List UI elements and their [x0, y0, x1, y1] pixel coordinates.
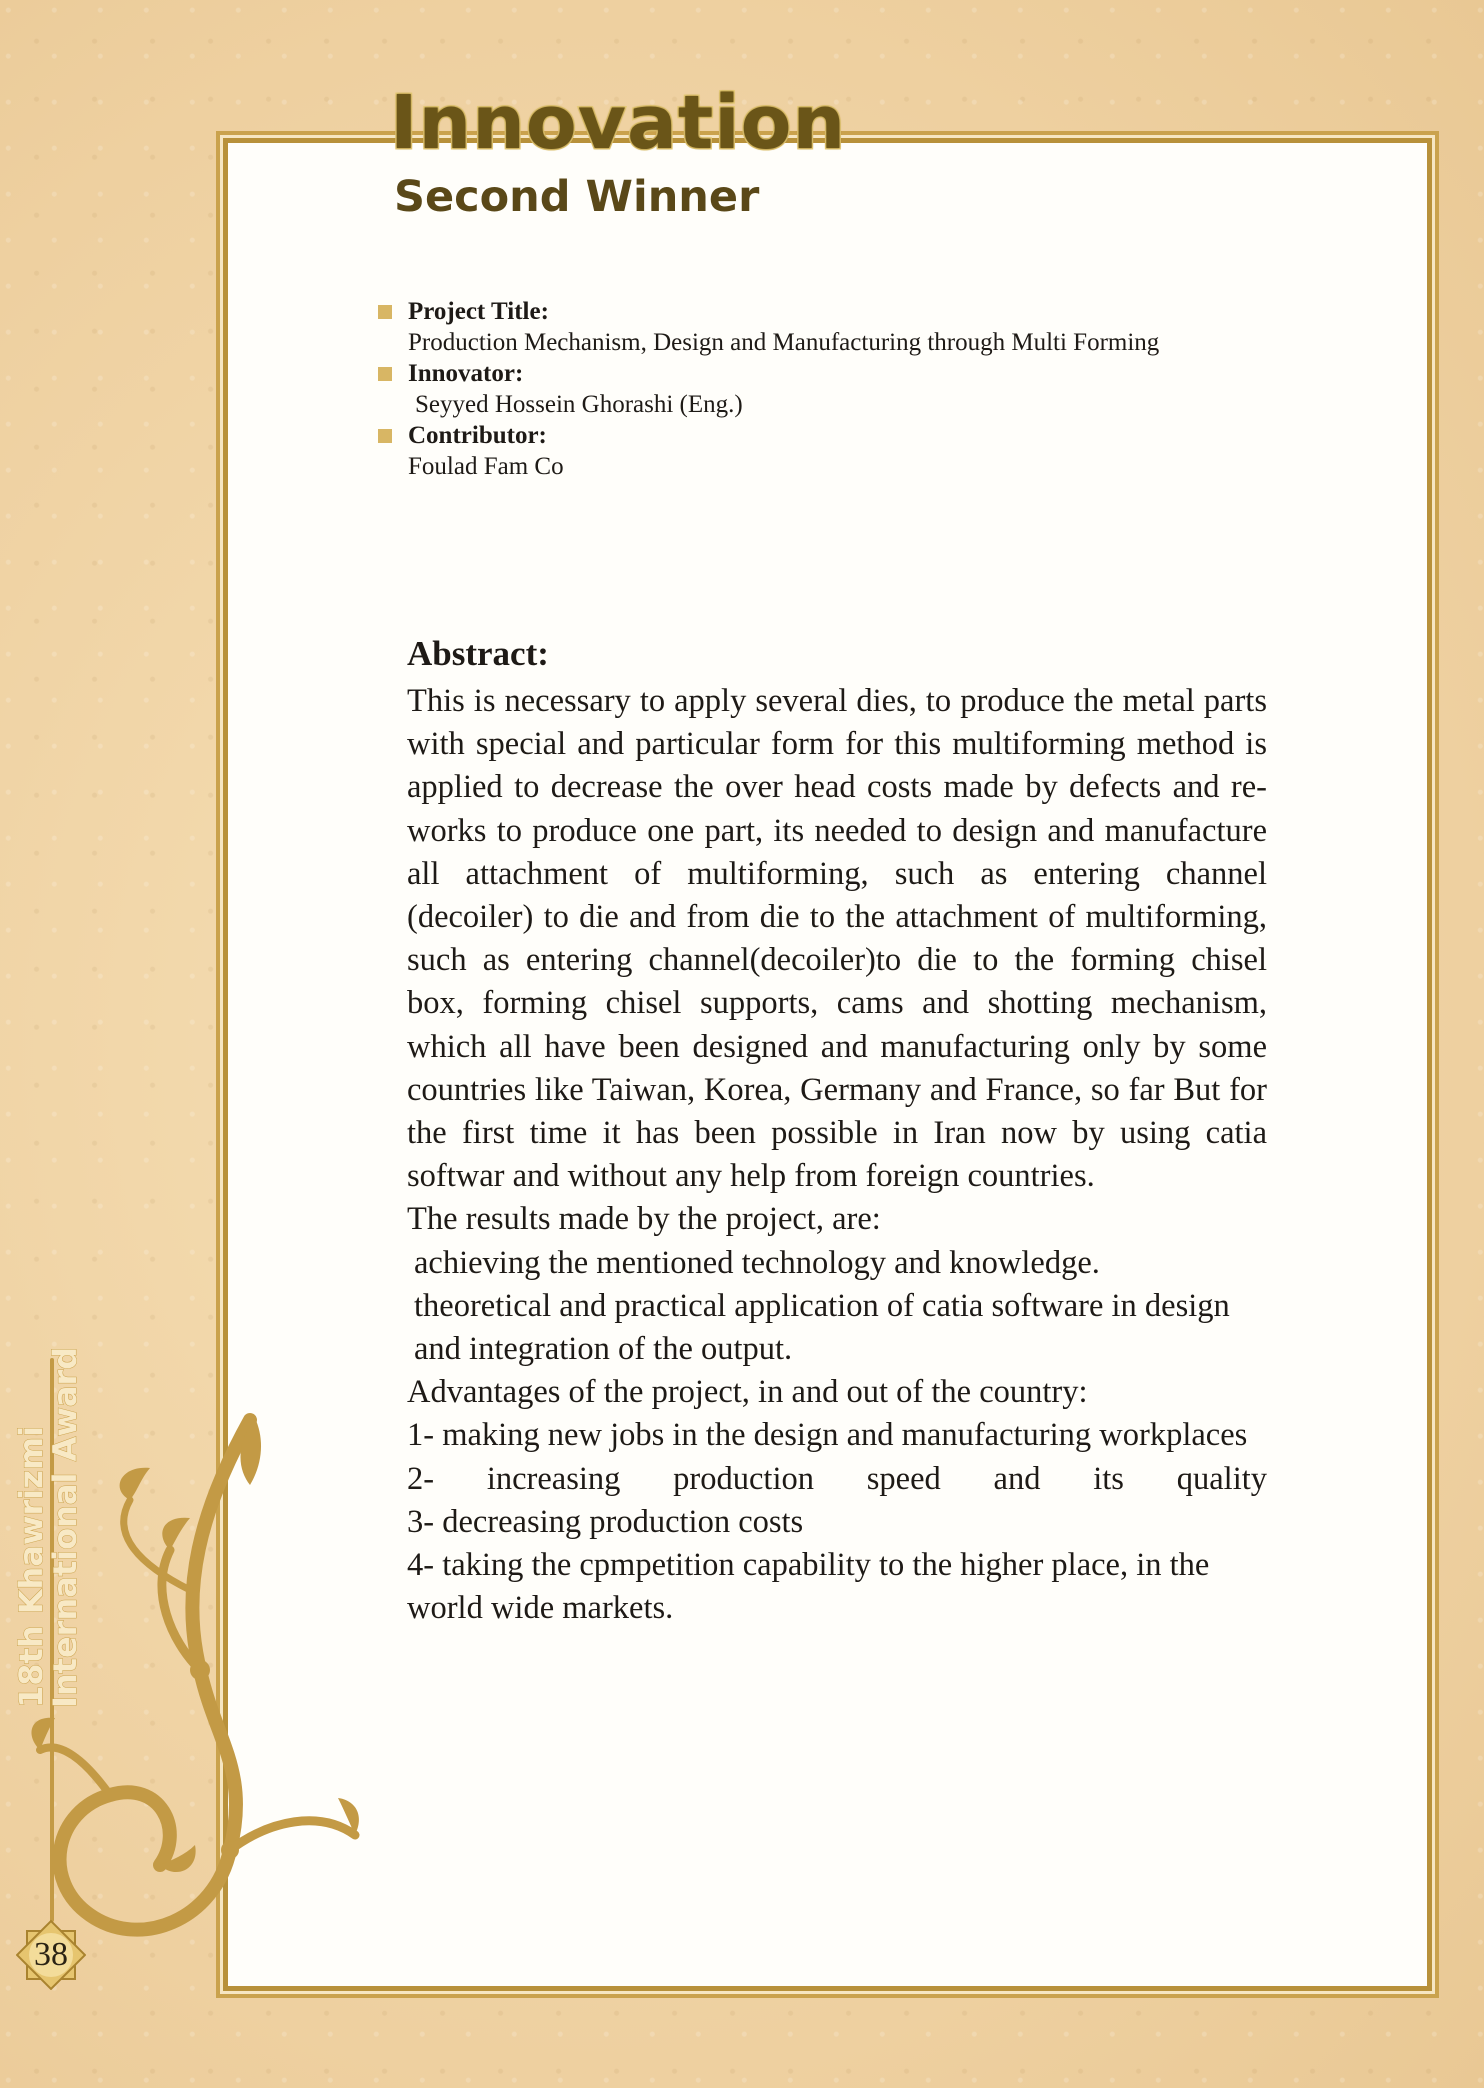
field-value: Seyyed Hossein Ghorashi (Eng.) [415, 391, 743, 418]
abstract-body: This is necessary to apply several dies, to produce the metal parts with special and particular form for this multiforming method is applied to decrease the over head costs made by defects and re-works to produce one part, its needed to design and manufacture all attachment of multiforming, such as entering channel (decoiler) to die and from die to the attachment of multiforming, such as entering channel(decoiler)to die to the forming chisel box, forming chisel supports, cams and shotting mechanism, which all have been designed and manufacturing only by some countries like Taiwan, Korea, Germany and France, so far But for the first time it has been possible in Iran now by using catia softwar and without any help from foreign countries. [407, 683, 1267, 1195]
advantage-item: 4- taking the cpmpetition capability to the higher place, in the world wide markets. [407, 1547, 1210, 1627]
field-value: Production Mechanism, Design and Manufacturing through Multi Forming [408, 329, 1160, 356]
advantage-item: 2- increasing production speed and its quality [407, 1460, 1267, 1497]
results-intro: The results made by the project, are: [407, 1201, 881, 1238]
field-project-title [375, 296, 1275, 358]
advantages-intro: Advantages of the project, in and out of the country: [407, 1374, 1088, 1411]
field-contributor [375, 420, 1275, 482]
page-number: 38 [34, 1936, 68, 1973]
field-label: Innovator: [408, 360, 524, 387]
field-innovator [375, 358, 1275, 420]
field-value: Foulad Fam Co [408, 453, 564, 480]
page-subtitle: Second Winner [394, 172, 760, 222]
side-award-label [14, 1347, 82, 1708]
field-label: Project Title: [408, 298, 549, 325]
advantage-item: 1- making new jobs in the design and manufacturing workplaces [407, 1417, 1248, 1454]
side-label-line: International Award [46, 1346, 84, 1708]
page-title: Innovation [390, 80, 847, 166]
project-fields [375, 296, 1275, 482]
abstract-section [407, 633, 1267, 1630]
square-bullet-icon [378, 367, 392, 381]
advantage-item: 3- decreasing production costs [407, 1503, 804, 1540]
side-label-line: 18th Khawrizmi [12, 1425, 50, 1708]
square-bullet-icon [378, 305, 392, 319]
field-label: Contributor: [408, 422, 547, 449]
square-bullet-icon [378, 429, 392, 443]
result-item: achieving the mentioned technology and knowledge. [414, 1244, 1100, 1281]
result-item: theoretical and practical application of catia software in design and integration of the output. [414, 1287, 1230, 1368]
abstract-heading: Abstract: [407, 634, 549, 673]
